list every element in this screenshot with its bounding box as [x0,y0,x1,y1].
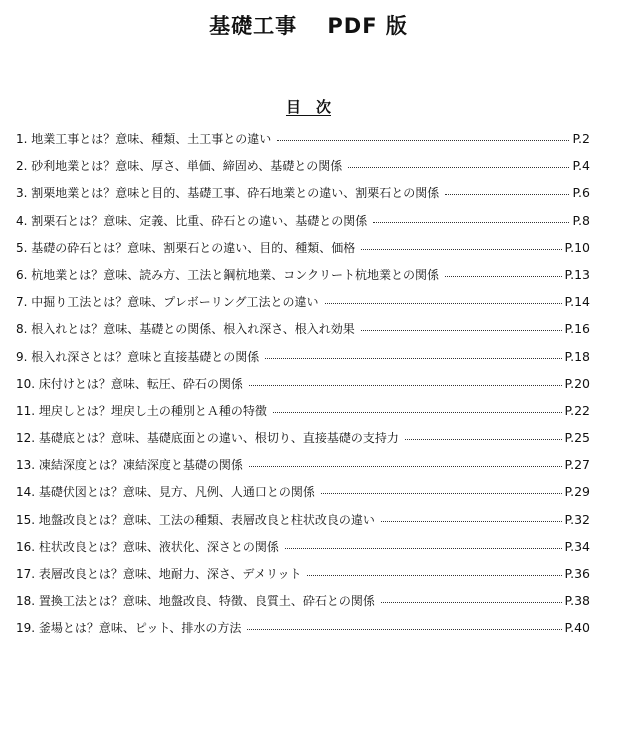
toc-entry[interactable] [16,349,590,376]
toc-entry[interactable] [16,457,590,484]
dot-leader [348,166,569,168]
dot-leader [247,628,561,630]
toc-entry-page: P.20 [564,375,590,391]
toc-entry[interactable] [16,539,590,566]
toc-entry-page: P.40 [564,620,590,636]
toc-entry-label: 1. 地業工事とは？意味、種類、土工事との違い [16,132,272,146]
dot-leader [381,601,562,603]
toc-entry-page: P.32 [564,511,590,527]
toc-entry-label: 13. 凍結深度とは？凍結深度と基礎の関係 [16,458,243,473]
toc-entry-label: 2. 砂利地業とは？意味、厚さ、単価、締固め、基礎との関係 [16,159,343,174]
dot-leader [445,193,569,195]
toc-entry-label: 15. 地盤改良とは？意味、工法の種類、表層改良と柱状改良の違い [16,512,375,527]
toc-entry-page: P.25 [564,430,590,446]
toc-entry-label: 11. 埋戻しとは？埋戻し土の種別とＡ種の特徴 [16,403,267,418]
toc-entry-page: P.10 [564,239,590,255]
dot-leader [381,520,562,522]
toc-entry[interactable] [16,620,590,647]
toc-entry-label: 7. 中掘り工法とは？意味、プレボーリング工法との違い [16,295,319,310]
toc-entry[interactable] [16,185,590,212]
toc-entry-label: 12. 基礎底とは？意味、基礎底面との違い、根切り、直接基礎の支持力 [16,431,399,446]
toc-entry[interactable] [16,131,590,158]
dot-leader [361,248,561,250]
toc-entry-label: 6. 杭地業とは？意味、読み方、工法と鋼杭地業、コンクリート杭地業との関係 [16,267,440,282]
toc-entry-label: 9. 根入れ深さとは？意味と直接基礎との関係 [16,349,260,364]
toc-entry[interactable] [16,267,590,294]
dot-leader [445,275,561,277]
toc-entry-page: P.6 [572,185,590,201]
toc-entry[interactable] [16,593,590,620]
dot-leader [325,302,562,304]
toc-entry-label: 17. 表層改良とは？意味、地耐力、深さ、デメリット [16,567,302,581]
dot-leader [321,492,562,494]
dot-leader [273,411,562,413]
document-title: 基礎工事 PDF 版 [209,14,408,38]
toc-entry-label: 14. 基礎伏図とは？意味、見方、凡例、人通口との関係 [16,485,315,500]
toc-entry-page: P.27 [564,457,590,473]
toc-entry-page: P.38 [564,593,590,609]
toc-entry-page: P.14 [564,294,590,310]
toc-entry-page: P.18 [564,348,590,364]
toc-heading [0,96,617,117]
dot-leader [405,438,562,440]
toc-entry[interactable] [16,158,590,185]
toc-entry-label: 10. 床付けとは？意味、転圧、砕石の関係 [16,376,243,391]
toc-entry[interactable] [16,403,590,430]
toc-entry-page: P.36 [564,566,590,581]
toc-entry[interactable] [16,376,590,403]
toc-heading-text: 目 次 [285,98,331,116]
dot-leader [277,139,569,141]
toc-entry-label: 19. 釜場とは？意味、ピット、排水の方法 [16,621,242,636]
toc-entry-page: P.16 [564,321,590,337]
toc-entry-page: P.8 [572,212,590,228]
toc-entry[interactable] [16,484,590,511]
toc-entry-page: P.29 [564,484,590,500]
toc-entry-page: P.13 [564,266,590,282]
toc-entry-label: 4. 割栗石とは？意味、定義、比重、砕石との違い、基礎との関係 [16,213,368,228]
toc-entry-page: P.34 [564,538,590,554]
dot-leader [265,357,561,359]
toc-entry[interactable] [16,240,590,267]
toc-entry-page: P.4 [572,158,590,174]
table-of-contents [16,131,590,648]
toc-entry-label: 18. 置換工法とは？意味、地盤改良、特徴、良質土、砕石との関係 [16,594,375,609]
dot-leader [249,384,562,386]
toc-entry[interactable] [16,294,590,321]
toc-entry-label: 5. 基礎の砕石とは？意味、割栗石との違い、目的、種類、価格 [16,240,356,255]
toc-entry[interactable] [16,213,590,240]
toc-entry-label: 8. 根入れとは？意味、基礎との関係、根入れ深さ、根入れ効果 [16,322,355,337]
toc-entry-label: 16. 柱状改良とは？意味、液状化、深さとの関係 [16,539,279,554]
dot-leader [285,547,562,549]
toc-entry-page: P.22 [564,402,590,418]
dot-leader [373,221,569,223]
toc-entry[interactable] [16,512,590,539]
dot-leader [361,329,562,331]
dot-leader [249,465,562,467]
dot-leader [307,574,561,576]
toc-entry-label: 3. 割栗地業とは？意味と目的、基礎工事、砕石地業との違い、割栗石との関係 [16,186,440,201]
toc-entry[interactable] [16,430,590,457]
toc-entry-page: P.2 [572,131,590,146]
toc-entry[interactable] [16,566,590,593]
toc-entry[interactable] [16,321,590,348]
